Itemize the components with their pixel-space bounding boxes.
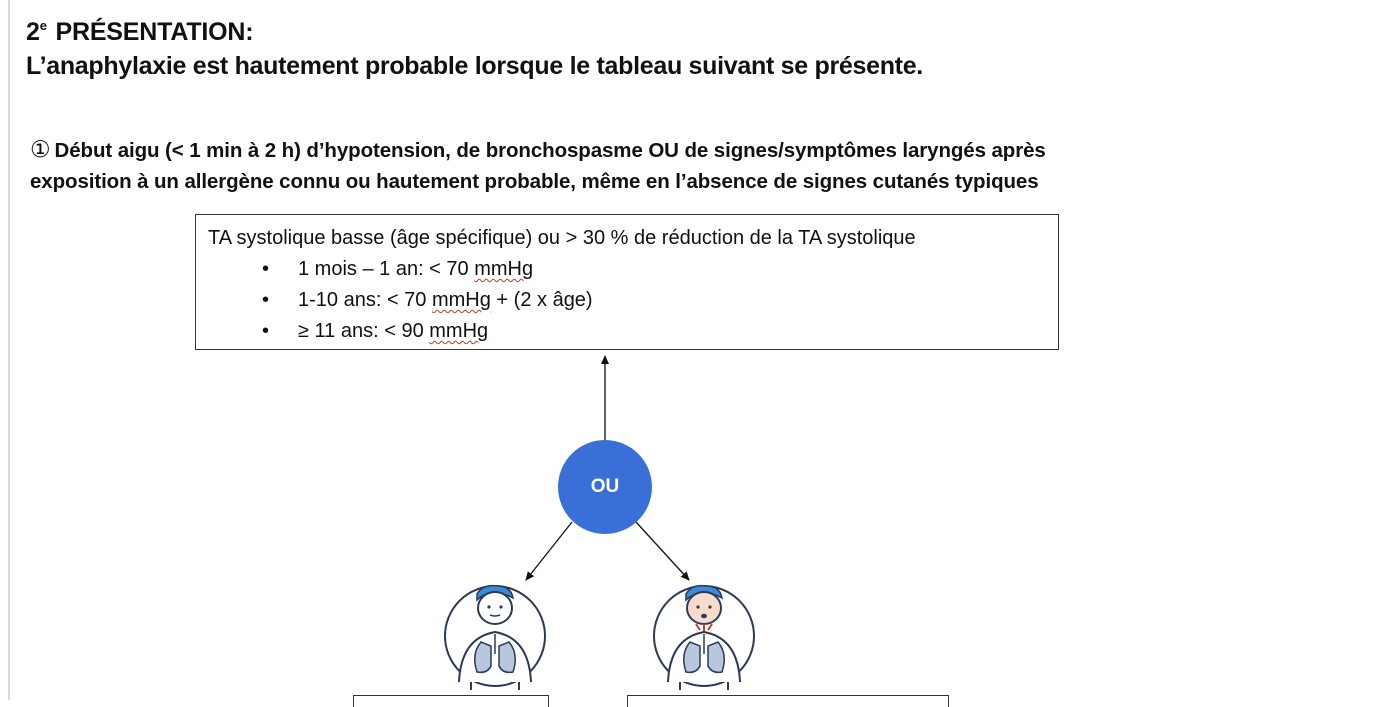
- heading-superscript: e: [39, 18, 47, 33]
- bp-item-text: 1-10 ans: < 70: [298, 289, 432, 311]
- bp-item-older: [208, 316, 1058, 347]
- bp-item-text: 1 mois – 1 an: < 70: [298, 258, 475, 280]
- ou-label: OU: [590, 476, 620, 497]
- criterion-1: [30, 134, 1330, 197]
- bp-item-text: ≥ 11 ans: < 90: [298, 320, 430, 342]
- slide-heading: [26, 10, 253, 48]
- blood-pressure-list: [208, 254, 1058, 347]
- blood-pressure-title: TA systolique basse (âge spécifique) ou > 30 % de réduction de la TA systolique: [208, 227, 916, 249]
- bp-item-unit: mmHg: [474, 258, 534, 280]
- bp-item-child: [208, 285, 1058, 316]
- bp-item-unit: mmHg: [429, 320, 489, 342]
- criterion-number-icon: ①: [30, 136, 51, 162]
- bp-item-infant: [208, 254, 1058, 285]
- left-branch-box: [353, 695, 549, 707]
- slide-subheading: L’anaphylaxie est hautement probable lorsque le tableau suivant se présente.: [26, 52, 923, 80]
- child-lungs-icon: [441, 582, 549, 697]
- criterion-line-1: Début aigu (< 1 min à 2 h) d’hypotension, de bronchospasme OU de signes/symptômes laryngés après: [54, 139, 1046, 162]
- ou-connector: [558, 440, 652, 534]
- blood-pressure-box: [195, 214, 1059, 350]
- right-branch-box: [627, 695, 949, 707]
- heading-number: 2: [26, 18, 40, 46]
- arrow-to-left-branch: [526, 522, 572, 580]
- slide-left-border: [8, 0, 10, 700]
- bp-item-suffix: + (2 x âge): [490, 289, 593, 311]
- bp-item-unit: mmHg: [431, 289, 491, 311]
- criterion-line-2: exposition à un allergène connu ou hautement probable, même en l’absence de signes cutanés typiques: [30, 170, 1039, 193]
- heading-text: PRÉSENTATION:: [48, 18, 254, 46]
- child-throat-lungs-icon: [650, 582, 758, 697]
- arrow-to-right-branch: [636, 522, 689, 580]
